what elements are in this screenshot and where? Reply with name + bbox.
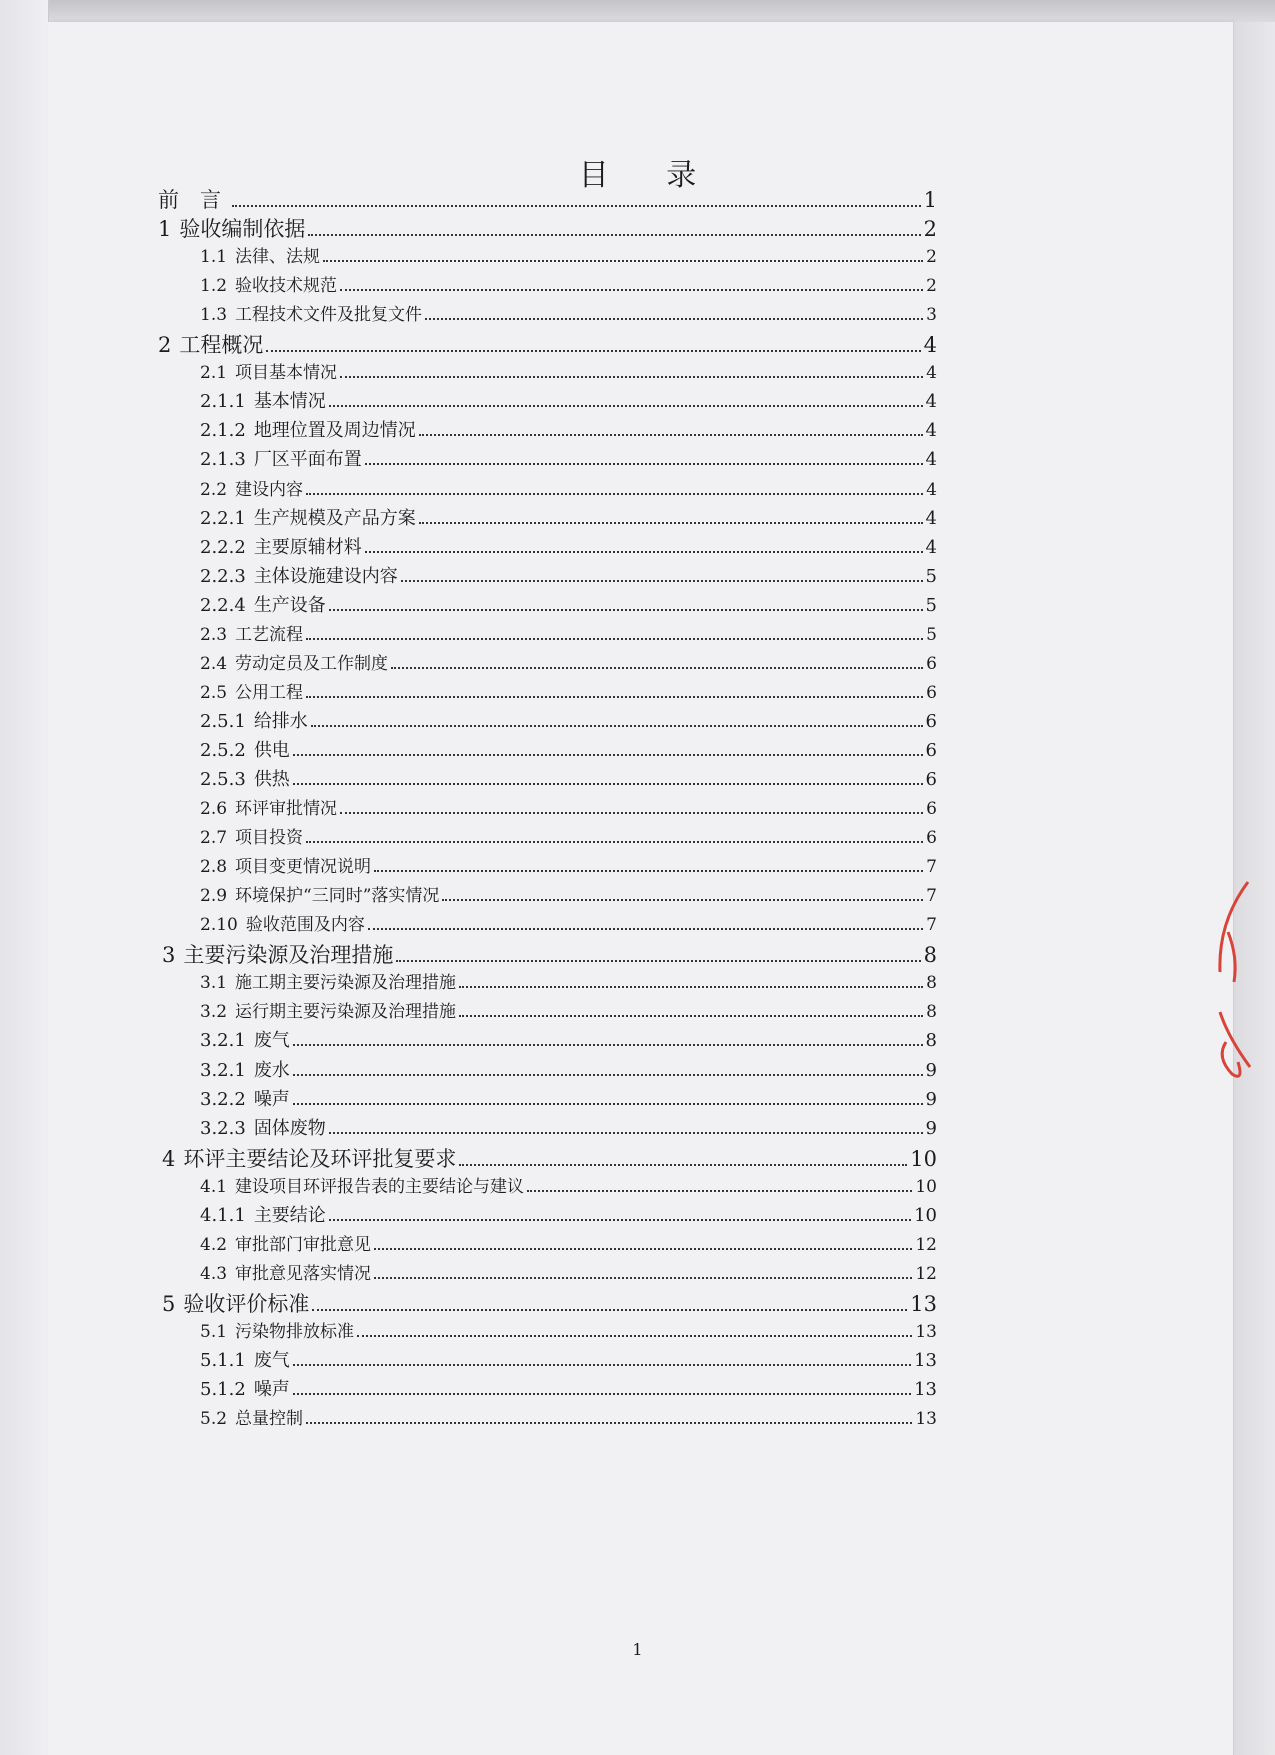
toc-entry-label: 验收范围及内容 — [245, 915, 365, 936]
toc-dot-leader — [459, 986, 923, 988]
toc-entry-title — [200, 707, 308, 733]
toc-entry-number: 2.1.2 — [200, 420, 246, 442]
toc-entry-number: 3.2 — [200, 1002, 228, 1023]
toc-entry-label: 项目基本情况 — [235, 363, 338, 384]
toc-entry-title — [200, 1230, 371, 1255]
toc-entry — [200, 968, 937, 993]
toc-entry — [200, 794, 937, 819]
toc-entry-number: 4.1.1 — [200, 1204, 246, 1226]
toc-entry-title — [200, 1026, 290, 1052]
toc-entry — [200, 1114, 937, 1140]
toc-entry-page: 8 — [925, 1030, 937, 1052]
toc-entry-page: 3 — [926, 305, 937, 326]
toc-entry — [200, 765, 937, 791]
toc-entry-label: 总量控制 — [235, 1409, 304, 1430]
toc-entry-page: 6 — [926, 799, 937, 820]
toc-entry — [200, 881, 937, 906]
toc-entry-page: 8 — [926, 973, 937, 994]
toc-entry-label: 建设内容 — [235, 479, 304, 500]
toc-entry — [200, 1404, 937, 1429]
toc-entry-label: 主体设施建设内容 — [253, 565, 398, 587]
toc-entry-page: 5 — [925, 594, 937, 616]
toc-entry-title — [200, 562, 398, 588]
toc-entry-page: 4 — [925, 536, 937, 558]
toc-entry — [158, 213, 937, 243]
toc-entry-page: 13 — [914, 1379, 937, 1401]
toc-entry-page: 9 — [925, 1117, 937, 1139]
toc-entry — [200, 533, 937, 559]
toc-entry-page: 12 — [915, 1263, 937, 1284]
toc-dot-leader — [329, 1132, 923, 1134]
toc-entry-title — [200, 1114, 326, 1140]
toc-entry-label: 废气 — [253, 1030, 290, 1052]
toc-entry-label: 供热 — [253, 769, 290, 790]
toc-entry-label: 施工期主要污染源及治理措施 — [235, 973, 457, 994]
toc-entry — [200, 591, 937, 617]
toc-entry-title — [162, 939, 393, 969]
toc-entry-label: 工程概况 — [179, 333, 264, 358]
toc-dot-leader — [442, 899, 923, 901]
toc-entry — [200, 1201, 937, 1227]
toc-entry-number: 3.2.1 — [200, 1059, 246, 1081]
page-number: 1 — [632, 1640, 643, 1659]
toc-entry-page: 7 — [926, 857, 937, 878]
toc-entry-page: 6 — [926, 682, 937, 703]
toc-entry-page: 9 — [925, 1088, 937, 1110]
toc-entry — [200, 1346, 937, 1372]
toc-entry-page: 10 — [915, 1176, 937, 1197]
toc-entry — [200, 562, 937, 588]
toc-entry-title — [200, 823, 303, 848]
toc-dot-leader — [308, 234, 920, 236]
toc-entry-title — [162, 1143, 456, 1173]
toc-entry-page: 9 — [925, 1059, 937, 1081]
toc-entry-number: 2.4 — [200, 653, 228, 674]
toc-entry — [200, 997, 937, 1022]
toc-entry-title — [200, 1375, 290, 1401]
toc-dot-leader — [293, 783, 923, 785]
toc-entry-page: 4 — [926, 363, 937, 384]
toc-entry — [200, 416, 937, 442]
toc-dot-leader — [312, 1309, 907, 1311]
toc-entry-title — [200, 678, 303, 703]
toc-entry-number: 1 — [158, 217, 172, 242]
toc-entry-number: 2.6 — [200, 799, 228, 820]
toc-entry-number: 1.3 — [200, 305, 228, 326]
toc-entry-page: 1 — [923, 188, 937, 212]
toc-entry — [200, 504, 937, 530]
toc-entry-page: 4 — [923, 333, 937, 358]
toc-entry-title — [200, 475, 303, 500]
toc-entry-page: 13 — [910, 1291, 937, 1316]
toc-entry-number: 3.2.2 — [200, 1088, 246, 1110]
toc-entry-number: 前 言 — [158, 188, 221, 212]
toc-entry-label: 审批部门审批意见 — [235, 1234, 372, 1255]
toc-entry-label: 地理位置及周边情况 — [253, 420, 416, 442]
toc-entry — [200, 852, 937, 877]
toc-dot-leader — [374, 870, 923, 872]
toc-dot-leader — [329, 1219, 911, 1221]
toc-entry-label: 验收评价标准 — [183, 1291, 310, 1316]
toc-entry — [158, 184, 937, 214]
toc-dot-leader — [527, 1190, 912, 1192]
toc-entry-number: 3.2.3 — [200, 1117, 246, 1139]
toc-entry-page: 4 — [925, 420, 937, 442]
toc-dot-leader — [306, 1422, 912, 1424]
toc-entry-page: 4 — [925, 391, 937, 413]
toc-dot-leader — [232, 205, 921, 207]
toc-entry-title — [200, 881, 439, 906]
toc-dot-leader — [323, 260, 923, 262]
toc-entry-label: 验收编制依据 — [179, 217, 306, 242]
toc-entry-title — [200, 852, 371, 877]
toc-entry-page: 6 — [926, 828, 937, 849]
toc-dot-leader — [365, 463, 923, 465]
toc-entry-number: 4.2 — [200, 1234, 228, 1255]
toc-entry — [162, 1143, 937, 1173]
toc-dot-leader — [293, 1044, 923, 1046]
toc-entry-title — [200, 358, 337, 383]
toc-entry-number: 5.1.1 — [200, 1350, 246, 1371]
toc-entry-label: 法律、法规 — [235, 247, 321, 268]
toc-dot-leader — [311, 725, 923, 727]
toc-entry-page: 8 — [926, 1002, 937, 1023]
toc-entry-number: 2.2.2 — [200, 536, 246, 558]
toc-entry-title — [200, 649, 388, 674]
toc-entry-title — [200, 1346, 290, 1372]
toc-entry-number: 2.5 — [200, 682, 228, 703]
toc-entry — [200, 358, 937, 383]
toc-entry-title — [200, 242, 320, 267]
toc-entry-label: 生产规模及产品方案 — [253, 507, 416, 529]
toc-entry-label: 主要污染源及治理措施 — [183, 943, 394, 968]
toc-entry-label: 运行期主要污染源及治理措施 — [235, 1002, 457, 1023]
toc-dot-leader — [329, 405, 923, 407]
toc-entry-title — [162, 1288, 309, 1318]
toc-entry-title — [200, 1404, 303, 1429]
toc-entry — [200, 387, 937, 413]
toc-entry-title — [200, 1259, 371, 1284]
toc-entry-page: 10 — [914, 1204, 937, 1226]
toc-entry — [200, 620, 937, 645]
toc-entry-label: 审批意见落实情况 — [235, 1263, 372, 1284]
toc-entry-number: 2.8 — [200, 857, 228, 878]
toc-dot-leader — [419, 434, 923, 436]
toc-entry-label: 劳动定员及工作制度 — [235, 653, 389, 674]
toc-entry-page: 4 — [925, 507, 937, 529]
toc-entry-number: 2 — [158, 333, 172, 358]
toc-entry — [200, 1085, 937, 1111]
toc-entry-number: 2.9 — [200, 886, 228, 907]
toc-entry-number: 2.1 — [200, 363, 228, 384]
toc-entry-title — [200, 1317, 354, 1342]
toc-dot-leader — [340, 289, 923, 291]
toc-entry-number: 2.3 — [200, 624, 228, 645]
toc-entry-number: 2.2.4 — [200, 594, 246, 616]
toc-entry-label: 噪声 — [253, 1379, 290, 1401]
toc-entry — [200, 1172, 937, 1197]
toc-entry-label: 固体废物 — [253, 1117, 326, 1139]
toc-entry-title — [158, 184, 229, 214]
toc-dot-leader — [368, 928, 923, 930]
toc-entry — [162, 939, 937, 969]
toc-entry-page: 7 — [926, 915, 937, 936]
toc-dot-leader — [266, 350, 920, 352]
toc-entry-number: 2.2.1 — [200, 507, 246, 529]
toc-entry-title — [200, 1085, 290, 1111]
toc-entry-label: 供电 — [253, 739, 290, 761]
toc-dot-leader — [306, 696, 923, 698]
toc-entry-page: 7 — [926, 886, 937, 907]
toc-entry-number: 3.1 — [200, 973, 228, 994]
toc-entry-number: 2.1.3 — [200, 449, 246, 471]
toc-dot-leader — [329, 609, 923, 611]
toc-entry-label: 环评审批情况 — [235, 799, 338, 820]
toc-entry-label: 主要原辅材料 — [253, 536, 362, 558]
toc-dot-leader — [365, 551, 923, 553]
toc-entry-number: 2.5.3 — [200, 769, 246, 790]
toc-entry-label: 环境保护“三同时”落实情况 — [235, 886, 440, 907]
toc-dot-leader — [293, 1103, 923, 1105]
toc-entry — [200, 1317, 937, 1342]
toc-entry-number: 2.7 — [200, 828, 228, 849]
toc-entry — [158, 329, 937, 359]
toc-dot-leader — [306, 493, 923, 495]
toc-entry-title — [200, 387, 326, 413]
toc-dot-leader — [459, 1015, 923, 1017]
toc-entry-page: 4 — [926, 479, 937, 500]
toc-entry — [200, 1375, 937, 1401]
toc-dot-leader — [357, 1335, 912, 1337]
toc-dot-leader — [293, 1364, 911, 1366]
toc-dot-leader — [425, 318, 923, 320]
toc-entry-title — [200, 1056, 290, 1082]
toc-entry-page: 6 — [925, 739, 937, 761]
toc-entry-number: 1.2 — [200, 276, 228, 297]
toc-entry-title — [200, 1172, 524, 1197]
toc-dot-leader — [306, 841, 923, 843]
toc-dot-leader — [401, 580, 923, 582]
toc-entry-number: 4.3 — [200, 1263, 228, 1284]
toc-entry-title — [200, 736, 290, 762]
toc-dot-leader — [340, 376, 923, 378]
toc-entry — [200, 1026, 937, 1052]
toc-entry-title — [200, 968, 456, 993]
toc-entry-number: 4.1 — [200, 1176, 228, 1197]
toc-entry-title — [200, 910, 365, 935]
toc-entry-label: 生产设备 — [253, 594, 326, 616]
toc-dot-leader — [293, 1074, 923, 1076]
toc-entry-title — [200, 416, 416, 442]
toc-entry-page: 6 — [925, 769, 937, 790]
toc-entry — [200, 649, 937, 674]
toc-entry-page: 6 — [925, 710, 937, 732]
toc-entry-title — [200, 591, 326, 617]
toc-dot-leader — [419, 522, 923, 524]
toc-entry-label: 项目变更情况说明 — [235, 857, 372, 878]
toc-entry-title — [158, 213, 305, 243]
toc-entry-label: 废水 — [253, 1059, 290, 1081]
toc-dot-leader — [391, 667, 923, 669]
toc-entry-label: 环评主要结论及环评批复要求 — [183, 1146, 457, 1171]
toc-entry-number: 5.1.2 — [200, 1379, 246, 1401]
toc-entry-label: 基本情况 — [253, 391, 326, 413]
toc-entry-title — [200, 620, 303, 645]
toc-entry-page: 10 — [910, 1146, 937, 1171]
toc-dot-leader — [459, 1164, 907, 1166]
toc-dot-leader — [306, 638, 923, 640]
toc-entry — [200, 300, 937, 325]
toc-entry-number: 3.2.1 — [200, 1030, 246, 1052]
toc-entry-label: 给排水 — [253, 710, 308, 732]
toc-dot-leader — [374, 1277, 912, 1279]
toc-entry — [200, 271, 937, 296]
toc-entry — [200, 475, 937, 500]
toc-entry-label: 主要结论 — [253, 1204, 326, 1226]
toc-entry-title — [200, 300, 422, 325]
toc-entry-label: 建设项目环评报告表的主要结论与建议 — [235, 1176, 525, 1197]
toc-entry-label: 验收技术规范 — [235, 276, 338, 297]
toc-entry-page: 13 — [915, 1321, 937, 1342]
red-seal-stamp — [1198, 862, 1258, 1102]
toc-entry-page: 13 — [915, 1409, 937, 1430]
toc-entry — [200, 1259, 937, 1284]
toc-entry-title — [200, 533, 362, 559]
toc-entry-label: 废气 — [253, 1350, 290, 1371]
toc-entry — [200, 707, 937, 733]
toc-entry-page: 5 — [926, 624, 937, 645]
toc-entry-number: 4 — [162, 1146, 176, 1171]
toc-entry-label: 噪声 — [253, 1088, 290, 1110]
toc-entry-number: 2.5.1 — [200, 710, 246, 732]
toc-entry-page: 2 — [923, 217, 937, 242]
toc-entry-title — [200, 271, 337, 296]
toc-entry-title — [200, 1201, 326, 1227]
toc-entry — [200, 1230, 937, 1255]
toc-entry-title — [200, 504, 416, 530]
toc-entry-title — [200, 997, 456, 1022]
toc-entry-title — [200, 794, 337, 819]
toc-dot-leader — [293, 754, 923, 756]
toc-entry — [200, 910, 937, 935]
toc-entry-title — [158, 329, 263, 359]
toc-entry-number: 2.2 — [200, 479, 228, 500]
toc-entry-page: 12 — [915, 1234, 937, 1255]
toc-entry-page: 5 — [925, 565, 937, 587]
toc-entry-label: 公用工程 — [235, 682, 304, 703]
toc-entry-number: 5.2 — [200, 1409, 228, 1430]
toc-entry-number: 1.1 — [200, 247, 228, 268]
toc-entry-page: 6 — [926, 653, 937, 674]
page-title: 目 录 — [578, 158, 721, 193]
toc-entry-page: 8 — [923, 943, 937, 968]
toc-entry — [200, 678, 937, 703]
toc-entry — [200, 1056, 937, 1082]
toc-entry — [162, 1288, 937, 1318]
toc-entry-title — [200, 445, 362, 471]
toc-dot-leader — [374, 1248, 912, 1250]
toc-entry — [200, 445, 937, 471]
toc-entry-label: 项目投资 — [235, 828, 304, 849]
toc-entry — [200, 736, 937, 762]
toc-entry — [200, 242, 937, 267]
toc-entry — [200, 823, 937, 848]
toc-entry-title — [200, 765, 290, 791]
toc-dot-leader — [293, 1393, 911, 1395]
toc-entry-number: 5 — [162, 1291, 176, 1316]
toc-entry-number: 2.5.2 — [200, 739, 246, 761]
toc-entry-number: 2.1.1 — [200, 391, 246, 413]
toc-entry-label: 厂区平面布置 — [253, 449, 362, 471]
toc-entry-label: 工艺流程 — [235, 624, 304, 645]
toc-entry-number: 5.1 — [200, 1321, 228, 1342]
toc-entry-page: 13 — [914, 1350, 937, 1371]
toc-entry-page: 2 — [926, 276, 937, 297]
toc-entry-page: 4 — [925, 449, 937, 471]
toc-entry-number: 3 — [162, 943, 176, 968]
toc-dot-leader — [396, 960, 920, 962]
toc-entry-page: 2 — [926, 247, 937, 268]
toc-entry-number: 2.2.3 — [200, 565, 246, 587]
toc-dot-leader — [340, 812, 923, 814]
toc-entry-label: 工程技术文件及批复文件 — [235, 305, 423, 326]
toc-entry-number: 2.10 — [200, 915, 238, 936]
toc-entry-label: 污染物排放标准 — [235, 1321, 355, 1342]
